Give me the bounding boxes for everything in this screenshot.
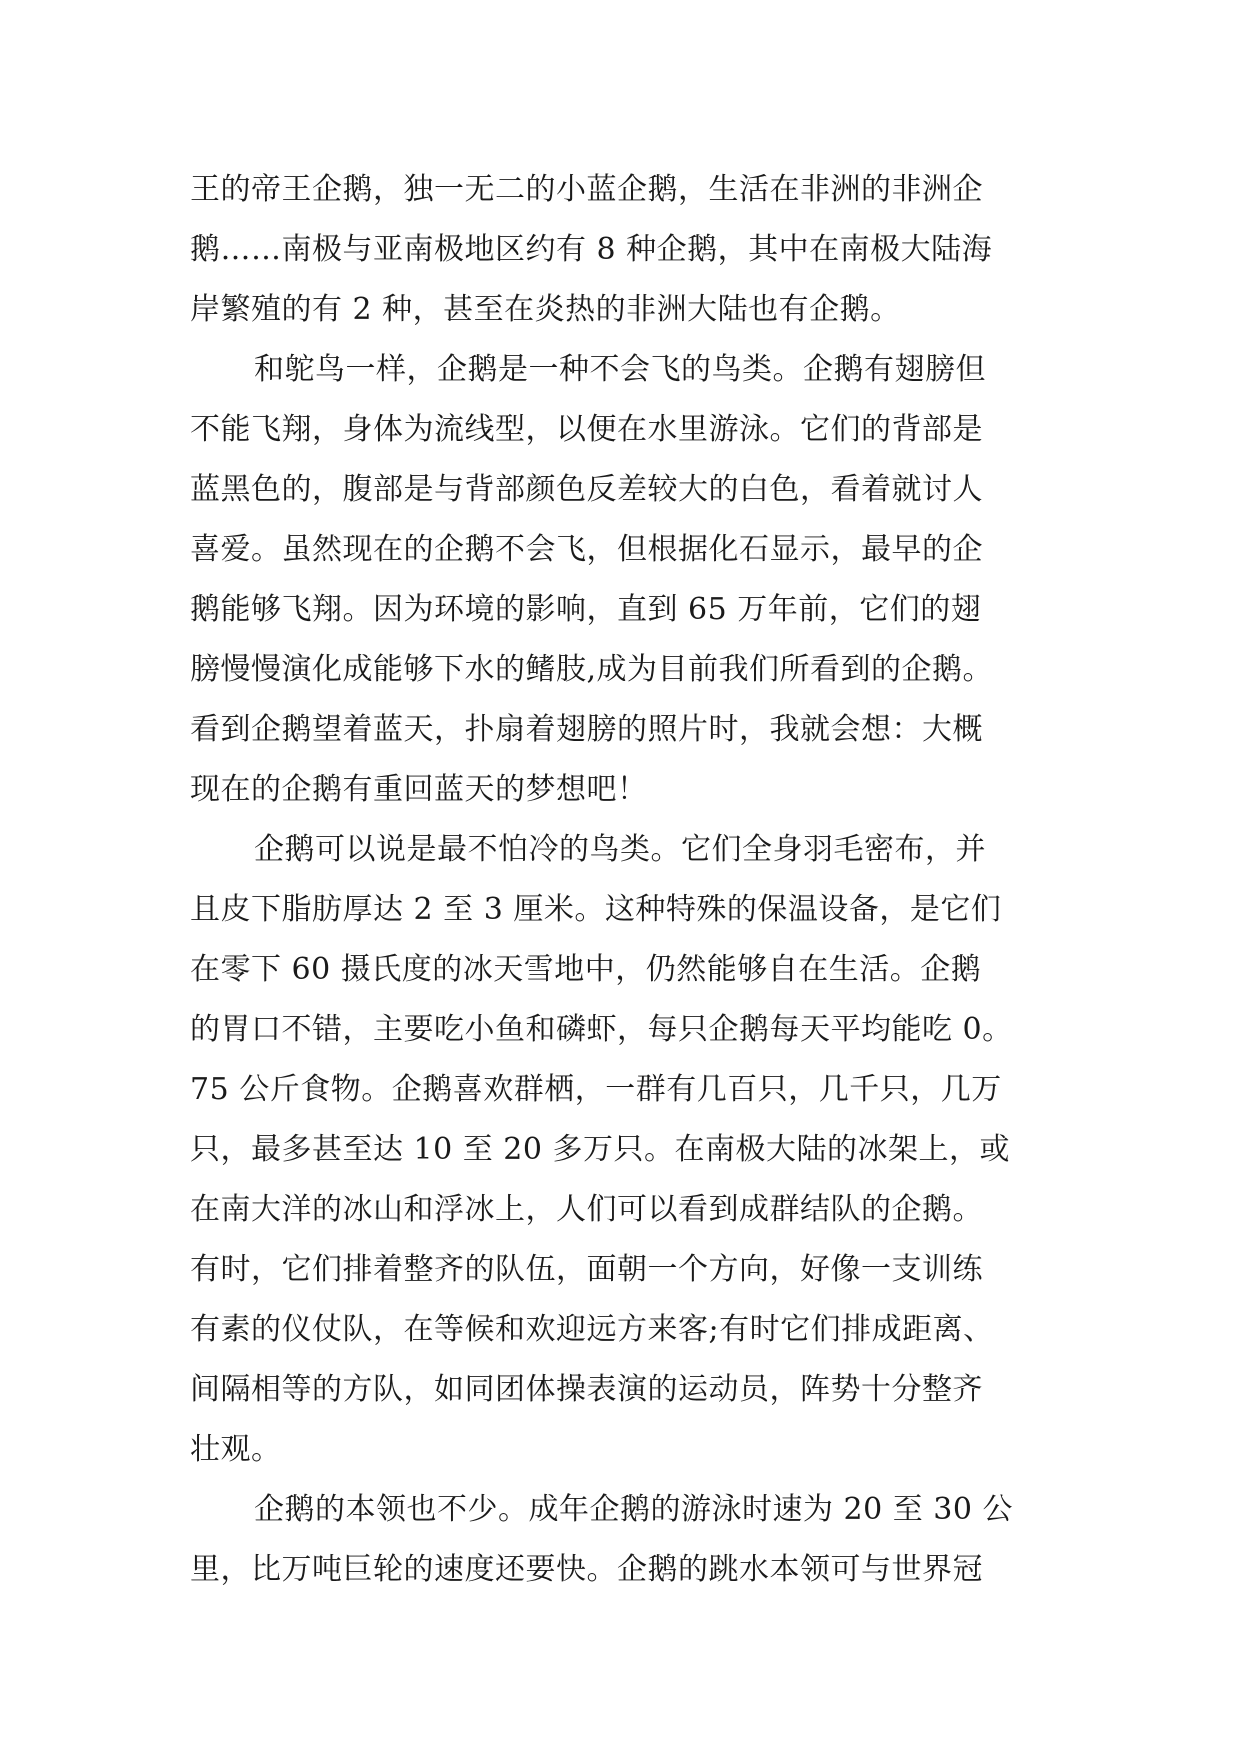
article-body bbox=[190, 160, 1070, 1600]
paragraph-first-line: 和鸵鸟一样，企鹅是一种不会飞的鸟类。企鹅有翅膀但 bbox=[254, 352, 986, 387]
text-line: 鹅……南极与亚南极地区约有 8 种企鹅，其中在南极大陆海 bbox=[190, 232, 993, 267]
text-line: 不能飞翔，身体为流线型，以便在水里游泳。它们的背部是 bbox=[190, 412, 983, 447]
text-line: 喜爱。虽然现在的企鹅不会飞，但根据化石显示，最早的企 bbox=[190, 532, 983, 567]
text-line: 鹅能够飞翔。因为环境的影响，直到 65 万年前，它们的翅 bbox=[190, 592, 982, 627]
text-line: 间隔相等的方队，如同团体操表演的运动员，阵势十分整齐 bbox=[190, 1372, 983, 1407]
text-line: 的胃口不错，主要吃小鱼和磷虾，每只企鹅每天平均能吃 0。 bbox=[190, 1012, 1013, 1047]
text-line: 75 公斤食物。企鹅喜欢群栖，一群有几百只，几千只，几万 bbox=[190, 1072, 1002, 1107]
text-line: 膀慢慢演化成能够下水的鳍肢,成为目前我们所看到的企鹅。 bbox=[190, 652, 994, 687]
paragraph-first-line: 企鹅可以说是最不怕冷的鸟类。它们全身羽毛密布，并 bbox=[254, 832, 986, 867]
text-line: 蓝黑色的，腹部是与背部颜色反差较大的白色，看着就讨人 bbox=[190, 472, 983, 507]
text-line: 岸繁殖的有 2 种，甚至在炎热的非洲大陆也有企鹅。 bbox=[190, 292, 901, 327]
text-line: 王的帝王企鹅，独一无二的小蓝企鹅，生活在非洲的非洲企 bbox=[190, 172, 983, 207]
text-line: 在南大洋的冰山和浮冰上，人们可以看到成群结队的企鹅。 bbox=[190, 1192, 983, 1227]
text-line: 壮观。 bbox=[190, 1432, 282, 1467]
text-line: 有时，它们排着整齐的队伍，面朝一个方向，好像一支训练 bbox=[190, 1252, 983, 1287]
text-line: 看到企鹅望着蓝天，扑扇着翅膀的照片时，我就会想：大概 bbox=[190, 712, 983, 747]
text-line: 在零下 60 摄氏度的冰天雪地中，仍然能够自在生活。企鹅 bbox=[190, 952, 982, 987]
text-line: 只，最多甚至达 10 至 20 多万只。在南极大陆的冰架上，或 bbox=[190, 1132, 1010, 1167]
text-line: 里，比万吨巨轮的速度还要快。企鹅的跳水本领可与世界冠 bbox=[190, 1552, 983, 1587]
text-line: 且皮下脂肪厚达 2 至 3 厘米。这种特殊的保温设备，是它们 bbox=[190, 892, 1002, 927]
paragraph-first-line: 企鹅的本领也不少。成年企鹅的游泳时速为 20 至 30 公 bbox=[254, 1492, 1013, 1527]
text-line: 有素的仪仗队，在等候和欢迎远方来客;有时它们排成距离、 bbox=[190, 1312, 994, 1347]
text-line: 现在的企鹅有重回蓝天的梦想吧！ bbox=[190, 772, 648, 807]
